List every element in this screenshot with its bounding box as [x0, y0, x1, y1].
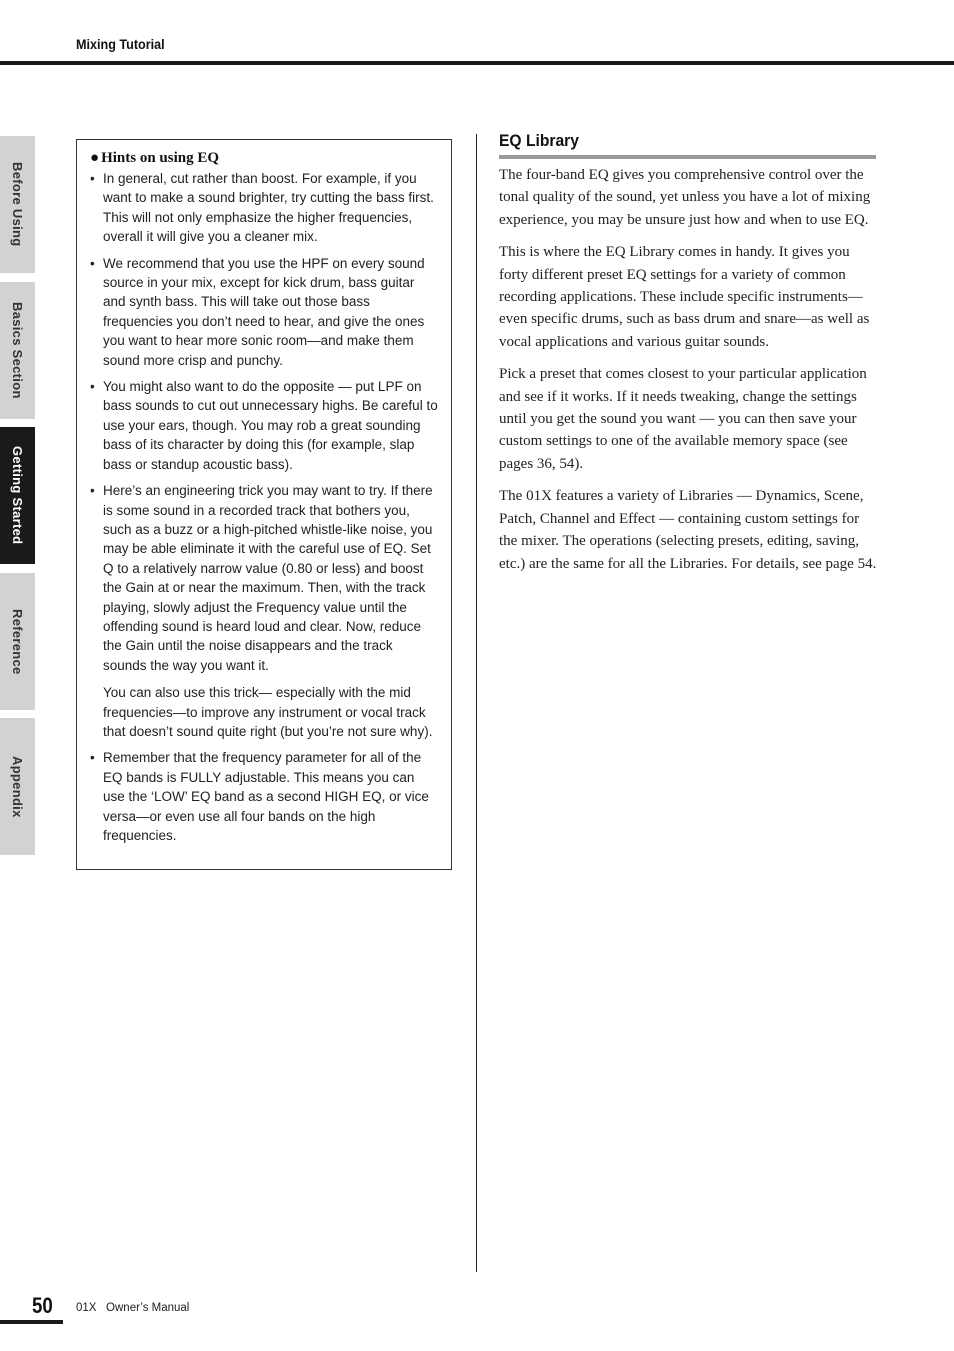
bullet-icon: •	[90, 379, 95, 395]
list-item	[90, 254, 439, 370]
tab-label: Getting Started	[10, 446, 25, 545]
hints-box	[76, 139, 452, 870]
list-item	[90, 169, 439, 247]
hint-text: You might also want to do the opposite — put LPF on bass sounds to cut out unnecessary highs. Be careful to use your ears, though. You may rob a great sounding bass of its character by doing this (for example, slap bass or standup acoustic bass).	[103, 379, 438, 472]
section-heading	[499, 131, 876, 151]
bullet-icon: •	[90, 750, 95, 766]
header-rule	[0, 61, 954, 65]
tab-label: Appendix	[10, 755, 25, 818]
hint-text: You can also use this trick— especially with the mid frequencies—to improve any instrument or vocal track that doesn’t sound quite right (but you’re not sure why).	[103, 685, 433, 739]
column-divider	[476, 134, 477, 1272]
hint-text: Remember that the frequency parameter for all of the EQ bands is FULLY adjustable. This means you can use the ‘LOW’ EQ band as a second HIGH EQ, or vice versa—or even use all four bands on the high frequencies.	[103, 750, 429, 843]
hint-text: Here’s an engineering trick you may want to try. If there is some sound in a recorded track that bothers you, such as a buzz or a high-pitched whistle-like noise, you may be able eliminate it with the careful use of EQ. Set Q to a relatively narrow value (0.80 or less) and boost the Gain at or near the maximum. Then, with the track playing, slowly adjust the Frequency value until the offending sound is heard loud and clear. Now, reduce the Gain until the noise disappears and the track sounds the way you want it.	[103, 483, 433, 673]
hints-list	[90, 169, 439, 845]
section-rule	[499, 155, 876, 159]
tab-label: Basics Section	[10, 302, 25, 399]
bullet-icon: •	[90, 171, 95, 186]
tab-before-using[interactable]	[0, 136, 35, 273]
section-heading-text: EQ Library	[499, 131, 579, 150]
footer-rule	[0, 1320, 63, 1324]
running-header: Mixing Tutorial	[76, 36, 165, 52]
tab-appendix[interactable]	[0, 718, 35, 855]
footer-manual-title: 01X Owner’s Manual	[76, 1302, 190, 1314]
tab-getting-started[interactable]	[0, 427, 35, 564]
body-paragraph: The 01X features a variety of Libraries — Dynamics, Scene, Patch, Channel and Effect — containing custom settings for the mixer. The operations (selecting presets, editing, saving, etc.) are the same for all the Libraries. For details, see page 54.	[499, 488, 877, 572]
eq-library-body	[499, 164, 877, 585]
body-paragraph: This is where the EQ Library comes in handy. It gives you forty different preset EQ settings for a variety of common recording applications. These include specific instruments—even specific drums, such as bass drum and snare—as well as vocal applications and various guitar sounds.	[499, 244, 870, 350]
bullet-icon: •	[90, 255, 95, 271]
tab-label: Reference	[10, 608, 25, 675]
bullet-icon: •	[90, 483, 95, 499]
hints-title-text: Hints on using EQ	[101, 150, 220, 166]
tab-basics-section[interactable]	[0, 282, 35, 419]
list-item	[90, 748, 439, 845]
list-item	[90, 481, 439, 741]
page-number: 50	[32, 1293, 53, 1318]
body-paragraph: Pick a preset that comes closest to your particular application and see if it works. If it needs tweaking, change the settings until you get the sound you want — you can then save your custom settings to one of the available memory space (see pages 36, 54).	[499, 366, 867, 472]
hint-text: In general, cut rather than boost. For example, if you want to make a sound brighter, try cutting the bass first. This will not only emphasize the higher frequencies, overall it will give you a cleaner mix.	[103, 171, 434, 245]
tab-label: Before Using	[10, 162, 25, 247]
body-paragraph: The four-band EQ gives you comprehensive control over the tonal quality of the sound, yet unless you have a lot of mixing experience, you may be unsure just how and when to use EQ.	[499, 167, 871, 228]
hints-title	[90, 149, 439, 167]
hint-text: We recommend that you use the HPF on every sound source in your mix, except for kick drum, bass guitar and synth bass. This will take out those bass frequencies you don’t need to hear, and give the ones you want to hear more sonic room—and make them sound more crisp and punchy.	[103, 255, 425, 368]
tab-reference[interactable]	[0, 573, 35, 710]
bullet-icon: ●	[90, 150, 100, 166]
list-item	[90, 377, 439, 474]
